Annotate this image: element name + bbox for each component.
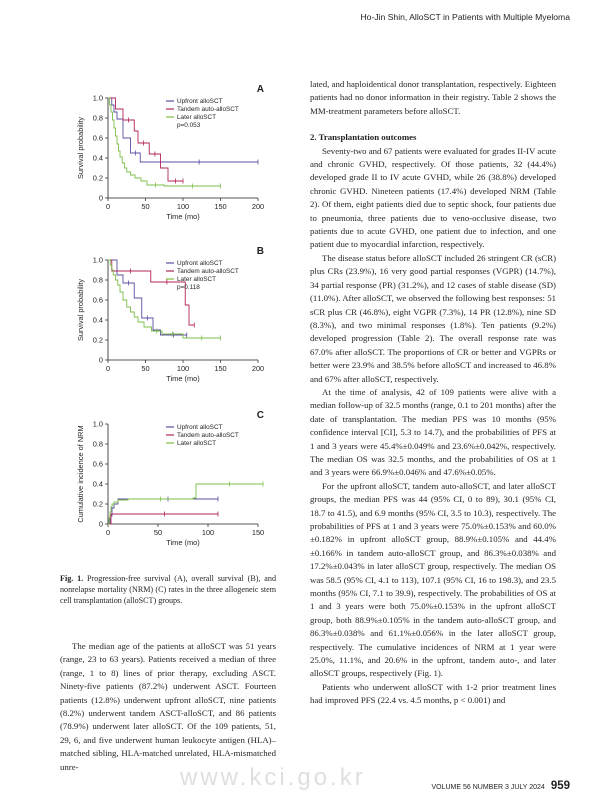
paragraph: Patients who underwent alloSCT with 1-2 prior treatment lines had improved PFS (22.4 vs. 4.5 months, p < 0.001) and <box>310 681 556 706</box>
y-tick-label: 0.8 <box>92 113 103 123</box>
panel-letter: C <box>256 410 264 421</box>
x-tick-label: 200 <box>251 364 265 373</box>
page-footer <box>431 780 570 792</box>
paragraph: The median age of the patients at alloSCT was 51 years (range, 23 to 63 years). Patients received a median of three (range, 1 to 8) lines of prior therapy, excluding ASCT. Ninety-five patients (87.2%) underwent ASCT. Fourteen patients (12.8%) underwent upfront alloSCT, nine patients (8.2%) underwent tandem ASCT-alloSCT, and 86 patients (78.9%) underwent later alloSCT. Of the 109 patients, 51, 29, 6, and five underwent human leukocyte antigen (HLA)–matched sibling, HLA-matched unrelated, HLA-mismatched unre- <box>60 641 276 772</box>
x-tick-label: 100 <box>176 364 190 373</box>
legend-label: Tandem auto-alloSCT <box>177 432 239 440</box>
legend-label: Upfront alloSCT <box>177 424 223 432</box>
y-tick-label: 0.2 <box>92 499 103 509</box>
x-axis-label: Time (mo) <box>166 374 200 383</box>
y-tick-label: 0 <box>98 355 103 365</box>
y-axis-label: Survival probability <box>76 278 85 342</box>
legend-label: Later alloSCT <box>177 440 217 448</box>
series-line <box>108 499 218 524</box>
x-tick-label: 150 <box>214 364 227 373</box>
paragraph: For the upfront alloSCT, tandem auto-alloSCT, and later alloSCT groups, the median PFS was 44 (95% CI, 0 to 89), 30.1 (95% CI, 18.7 to 41.5), and 6.9 months (95% CI, 3.5 to 10.3), respectively. The probabilities of PFS at 1 and 3 years were 75.0%±0.153% and 60.0%±0.182% in upfront alloSCT group, 88.9%±0.105% and 44.4%±0.166% in tandem auto-alloSCT group, and 86.3%±0.038% and 17.2%±0.043% in later alloSCT group, respectively. The median OS was 58.5 (95% CI, 4.1 to 113), 107.1 (95% CI, 16 to 198.3), and 23.5 months (95% CI, 7.1 to 39.9), respectively. The probabilities of OS at 1 and 3 years were both 75.0%±0.153% in the upfront alloSCT group, both 88.9%±0.105% in the tandem auto-alloSCT group, and 86.3%±0.038% and 61.1%±0.056% in the later alloSCT group, respectively. The cumulative incidences of NRM at 1 year were 25.0%, 11.1%, and 20.6% in the upfront, tandem auto-, and later alloSCT groups, respectively (Fig. 1). <box>310 480 556 679</box>
panel-letter: B <box>256 246 264 257</box>
y-tick-label: 0.2 <box>92 173 103 183</box>
x-axis-label: Time (mo) <box>166 538 200 547</box>
caption-text: Progression-free survival (A), overall survival (B), and nonrelapse mortality (NRM) (C) rates in the three allogeneic stem cell transplantation (alloSCT) groups. <box>60 574 276 606</box>
y-tick-label: 0.6 <box>92 459 103 469</box>
chart-b-svg <box>60 240 270 400</box>
y-tick-label: 0.6 <box>92 295 103 305</box>
y-tick-label: 1.0 <box>92 255 103 265</box>
y-axis-label: Cumulative incidence of NRM <box>76 425 85 523</box>
x-tick-label: 100 <box>176 202 190 211</box>
right-column <box>310 78 556 708</box>
x-tick-label: 0 <box>105 364 111 373</box>
paragraph: lated, and haploidentical donor transplantation, respectively. Eighteen patients had no donor information in their registry. Table 2 shows the MM-treatment parameters before alloSCT. <box>310 79 556 116</box>
y-tick-label: 0.4 <box>92 479 103 489</box>
figure-caption <box>60 573 276 607</box>
y-tick-label: 1.0 <box>92 419 103 429</box>
y-tick-label: 0 <box>98 193 103 203</box>
chart-panel-b <box>60 240 270 405</box>
paragraph: Seventy-two and 67 patients were evaluated for grades II-IV acute and chronic GVHD, respectively. Of those patients, 32 (44.4%) developed grade II to IV acute GVHD, while 26 (38.8%) developed chronic GVHD. Nineteen patients (17.4%) developed NRM (Table 2). Of them, eight patients died due to septic shock, four patients due to pneumonia, three patients due to veno-occlusive disease, two patients due to acute GVHD, one patient due to infection, and one patient due to myocardial infarction, respectively. <box>310 145 556 250</box>
y-tick-label: 0.4 <box>92 153 103 163</box>
chart-c-svg <box>60 404 270 564</box>
page-number: 959 <box>550 780 570 792</box>
y-tick-label: 0 <box>98 519 103 529</box>
series-line <box>108 98 183 181</box>
x-tick-label: 200 <box>251 202 265 211</box>
running-title: Ho-Jin Shin, AlloSCT in Patients with Multiple Myeloma <box>360 12 570 22</box>
legend-label: Tandem auto-alloSCT <box>177 106 239 114</box>
watermark: www.kci.go.kr <box>180 764 366 791</box>
paragraph: At the time of analysis, 42 of 109 patients were alive with a median follow-up of 32.5 months (range, 0.1 to 201 months) after the date of transplantation. The median PFS was 10 months (95% confidence interval [CI], 5.3 to 14.7), and the probabilities of PFS at 1 and 3 years were 45.4%±0.049% and 23.6%±0.042%, respectively. The median OS was 32.5 months, and the probabilities of OS at 1 and 3 years were 66.9%±0.046% and 47.6%±0.05%. <box>310 386 556 478</box>
y-tick-label: 0.4 <box>92 315 103 325</box>
panel-letter: A <box>256 84 264 95</box>
legend-label: Later alloSCT <box>177 276 217 284</box>
x-axis-label: Time (mo) <box>166 212 200 221</box>
y-tick-label: 0.8 <box>92 439 103 449</box>
y-tick-label: 0.2 <box>92 335 103 345</box>
paragraph: The disease status before alloSCT included 26 stringent CR (sCR) plus CRs (23.9%), 16 very good partial responses (VGPR) (14.7%), 34 partial response (PR) (31.2%), and 12 cases of stable disease (SD) (11.0%). After alloSCT, we observed the following best responses: 51 sCR plus CR (46.8%), eight VGPR (7.3%), 14 PR (12.8%), nine SD (8.3%), and two minimal responses (1.8%). Ten patients (9.2%) developed progression (Table 2). The overall response rate was 67.0% after alloSCT. The proportions of CR or better and VGPRs or better were 23.9% and 38.5% before alloSCT and increased to 46.8% and 67% after alloSCT, respectively. <box>310 252 556 384</box>
y-tick-label: 1.0 <box>92 93 103 103</box>
caption-label: Fig. 1. <box>60 574 84 583</box>
p-value-annotation: p=0.053 <box>177 122 201 130</box>
left-column <box>60 640 276 774</box>
x-tick-label: 50 <box>153 528 163 537</box>
p-value-annotation: p=0.118 <box>177 284 200 292</box>
legend-label: Tandem auto-alloSCT <box>177 268 239 276</box>
x-tick-label: 50 <box>141 202 150 211</box>
x-tick-label: 0 <box>105 202 111 211</box>
x-tick-label: 50 <box>141 364 150 373</box>
y-tick-label: 0.8 <box>92 275 103 285</box>
series-line <box>108 514 218 524</box>
legend-label: Upfront alloSCT <box>177 98 223 106</box>
issue-info: VOLUME 56 NUMBER 3 JULY 2024 <box>431 784 545 791</box>
y-tick-label: 0.6 <box>92 133 103 143</box>
x-tick-label: 150 <box>214 202 227 211</box>
x-tick-label: 0 <box>105 528 111 537</box>
x-tick-label: 150 <box>251 528 265 537</box>
x-tick-label: 100 <box>201 528 215 537</box>
section-heading: 2. Transplantation outcomes <box>310 132 417 143</box>
legend-label: Later alloSCT <box>177 114 217 122</box>
chart-a-svg <box>60 78 270 238</box>
legend-label: Upfront alloSCT <box>177 260 223 268</box>
series-line <box>108 484 263 524</box>
chart-panel-c <box>60 404 270 569</box>
chart-panel-a <box>60 78 270 243</box>
y-axis-label: Survival probability <box>76 116 85 180</box>
